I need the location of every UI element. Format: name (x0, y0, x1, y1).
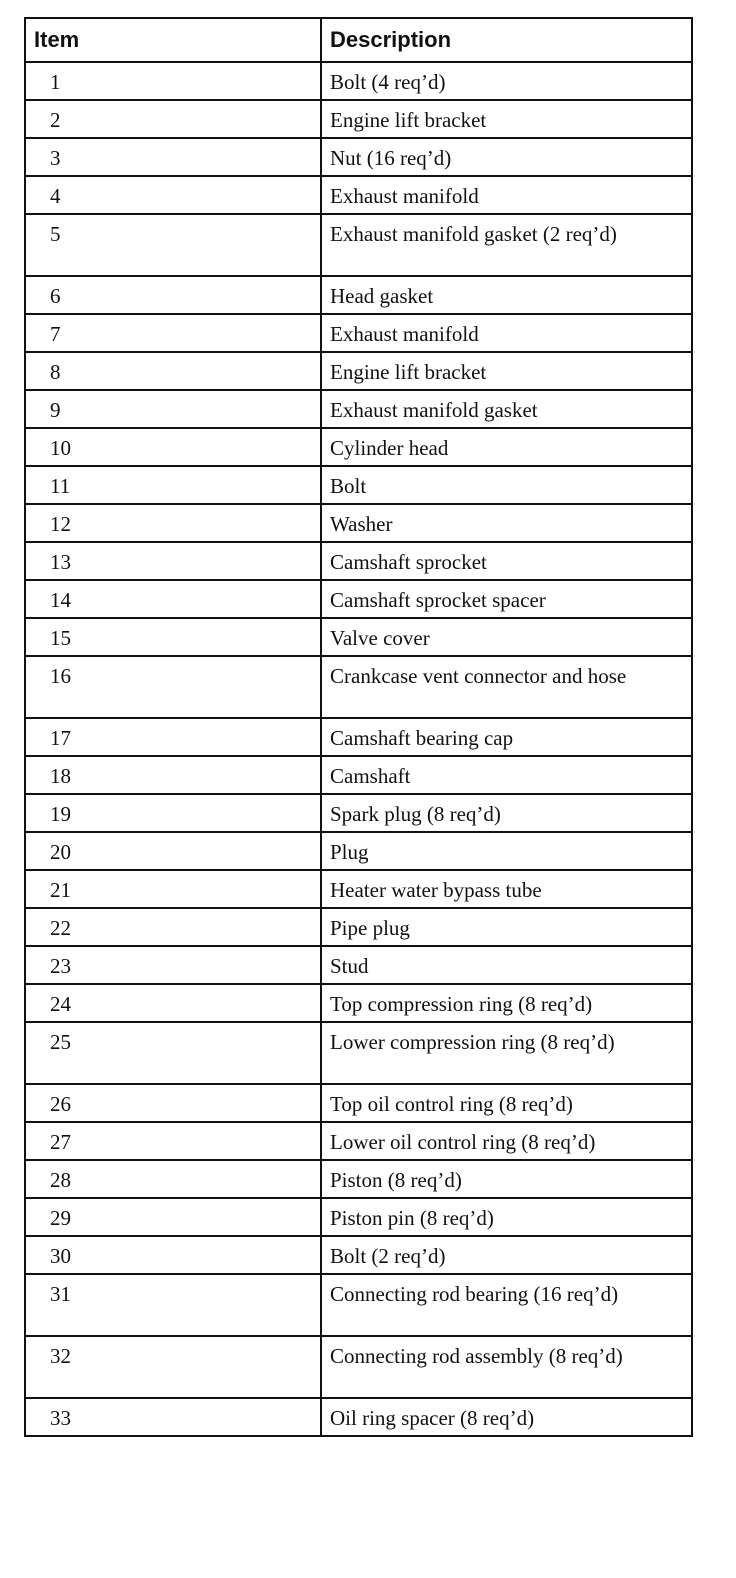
item-number-cell: 11 (25, 466, 321, 504)
description-cell: Plug (321, 832, 692, 870)
description-cell: Stud (321, 946, 692, 984)
table-row (25, 176, 692, 214)
description-cell: Camshaft bearing cap (321, 718, 692, 756)
table-row (25, 428, 692, 466)
item-number-cell: 27 (25, 1122, 321, 1160)
item-number-cell: 14 (25, 580, 321, 618)
header-row (25, 18, 692, 62)
item-number-cell: 29 (25, 1198, 321, 1236)
description-cell: Bolt (2 req’d) (321, 1236, 692, 1274)
table-row (25, 794, 692, 832)
item-number-cell: 20 (25, 832, 321, 870)
item-number-cell: 10 (25, 428, 321, 466)
table-row (25, 1084, 692, 1122)
table-row (25, 390, 692, 428)
description-cell: Engine lift bracket (321, 100, 692, 138)
description-cell: Exhaust manifold gasket (321, 390, 692, 428)
table-row (25, 718, 692, 756)
table-row (25, 580, 692, 618)
description-cell: Piston (8 req’d) (321, 1160, 692, 1198)
description-cell: Connecting rod bearing (16 req’d) (321, 1274, 692, 1336)
table-row (25, 138, 692, 176)
item-number-cell: 1 (25, 62, 321, 100)
description-cell: Piston pin (8 req’d) (321, 1198, 692, 1236)
description-cell: Pipe plug (321, 908, 692, 946)
item-number-cell: 18 (25, 756, 321, 794)
item-column-header: Item (25, 18, 321, 62)
description-cell: Bolt (4 req’d) (321, 62, 692, 100)
item-number-cell: 25 (25, 1022, 321, 1084)
item-number-cell: 21 (25, 870, 321, 908)
table-row (25, 946, 692, 984)
item-number-cell: 30 (25, 1236, 321, 1274)
table-row (25, 1274, 692, 1336)
table-row (25, 984, 692, 1022)
table-row (25, 100, 692, 138)
item-number-cell: 17 (25, 718, 321, 756)
table-row (25, 1198, 692, 1236)
item-number-cell: 32 (25, 1336, 321, 1398)
item-number-cell: 4 (25, 176, 321, 214)
description-cell: Cylinder head (321, 428, 692, 466)
item-number-cell: 28 (25, 1160, 321, 1198)
table-row (25, 352, 692, 390)
table-row (25, 870, 692, 908)
table-row (25, 1398, 692, 1436)
parts-table (24, 17, 693, 1437)
item-number-cell: 16 (25, 656, 321, 718)
description-cell: Bolt (321, 466, 692, 504)
item-number-cell: 12 (25, 504, 321, 542)
table-row (25, 276, 692, 314)
description-cell: Spark plug (8 req’d) (321, 794, 692, 832)
item-number-cell: 2 (25, 100, 321, 138)
item-number-cell: 31 (25, 1274, 321, 1336)
table-row (25, 1336, 692, 1398)
description-cell: Camshaft (321, 756, 692, 794)
table-row (25, 504, 692, 542)
item-number-cell: 7 (25, 314, 321, 352)
description-cell: Camshaft sprocket (321, 542, 692, 580)
item-number-cell: 8 (25, 352, 321, 390)
item-number-cell: 22 (25, 908, 321, 946)
item-number-cell: 33 (25, 1398, 321, 1436)
item-number-cell: 5 (25, 214, 321, 276)
description-cell: Nut (16 req’d) (321, 138, 692, 176)
item-number-cell: 3 (25, 138, 321, 176)
description-cell: Camshaft sprocket spacer (321, 580, 692, 618)
item-number-cell: 24 (25, 984, 321, 1022)
item-number-cell: 13 (25, 542, 321, 580)
description-cell: Washer (321, 504, 692, 542)
table-row (25, 1160, 692, 1198)
table-row (25, 1022, 692, 1084)
item-number-cell: 26 (25, 1084, 321, 1122)
table-row (25, 908, 692, 946)
table-row (25, 314, 692, 352)
item-number-cell: 23 (25, 946, 321, 984)
description-column-header: Description (321, 18, 692, 62)
table-row (25, 62, 692, 100)
table-row (25, 466, 692, 504)
description-cell: Exhaust manifold (321, 176, 692, 214)
table-body (25, 62, 692, 1436)
description-cell: Head gasket (321, 276, 692, 314)
table-header (25, 18, 692, 62)
description-cell: Valve cover (321, 618, 692, 656)
description-cell: Connecting rod assembly (8 req’d) (321, 1336, 692, 1398)
table-row (25, 542, 692, 580)
table-row (25, 832, 692, 870)
description-cell: Lower oil control ring (8 req’d) (321, 1122, 692, 1160)
description-cell: Engine lift bracket (321, 352, 692, 390)
table-row (25, 656, 692, 718)
table-row (25, 1122, 692, 1160)
description-cell: Crankcase vent connector and hose (321, 656, 692, 718)
description-cell: Exhaust manifold gasket (2 req’d) (321, 214, 692, 276)
item-number-cell: 15 (25, 618, 321, 656)
item-number-cell: 9 (25, 390, 321, 428)
description-cell: Top oil control ring (8 req’d) (321, 1084, 692, 1122)
table-row (25, 756, 692, 794)
description-cell: Top compression ring (8 req’d) (321, 984, 692, 1022)
description-cell: Exhaust manifold (321, 314, 692, 352)
table-row (25, 214, 692, 276)
description-cell: Lower compression ring (8 req’d) (321, 1022, 692, 1084)
table-row (25, 618, 692, 656)
item-number-cell: 19 (25, 794, 321, 832)
item-number-cell: 6 (25, 276, 321, 314)
description-cell: Oil ring spacer (8 req’d) (321, 1398, 692, 1436)
description-cell: Heater water bypass tube (321, 870, 692, 908)
table-row (25, 1236, 692, 1274)
